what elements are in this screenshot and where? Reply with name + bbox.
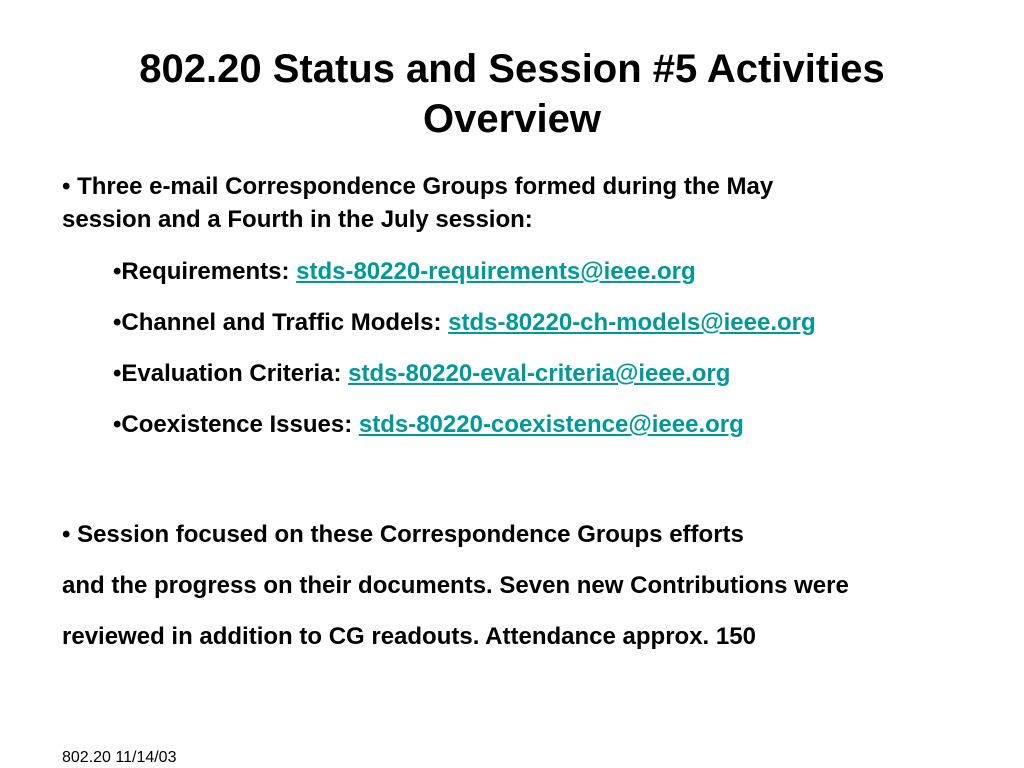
bullet-2-line-1: • Session focused on these Correspondence Groups efforts [62,521,744,548]
slide-title-line-1: 802.20 Status and Session #5 Activities [139,47,885,91]
slide-title [0,44,1024,144]
footer-date: 802.20 11/14/03 [62,749,177,766]
bullet-2-line-3: reviewed in addition to CG readouts. Attendance approx. 150 [62,623,756,650]
group-label: •Requirements: [113,258,297,285]
group-label: •Coexistence Issues: [113,411,359,438]
slide-title-line-2: Overview [423,97,601,141]
group-item-channel-models [113,308,816,338]
group-item-evaluation-criteria [113,359,730,389]
email-link-eval-criteria[interactable]: stds-80220-eval-criteria@ieee.org [348,360,731,387]
bullet-1-line-2: session and a Fourth in the July session: [62,206,533,233]
group-item-requirements [113,257,696,287]
group-label: •Channel and Traffic Models: [113,309,449,336]
email-link-ch-models[interactable]: stds-80220-ch-models@ieee.org [448,309,816,336]
email-link-requirements[interactable]: stds-80220-requirements@ieee.org [296,258,696,285]
group-label: •Evaluation Criteria: [113,360,349,387]
bullet-1-line-1: • Three e-mail Correspondence Groups formed during the May [62,173,774,200]
email-link-coexistence[interactable]: stds-80220-coexistence@ieee.org [358,411,744,438]
group-item-coexistence [113,410,744,440]
bullet-2-line-2: and the progress on their documents. Seven new Contributions were [62,572,849,599]
